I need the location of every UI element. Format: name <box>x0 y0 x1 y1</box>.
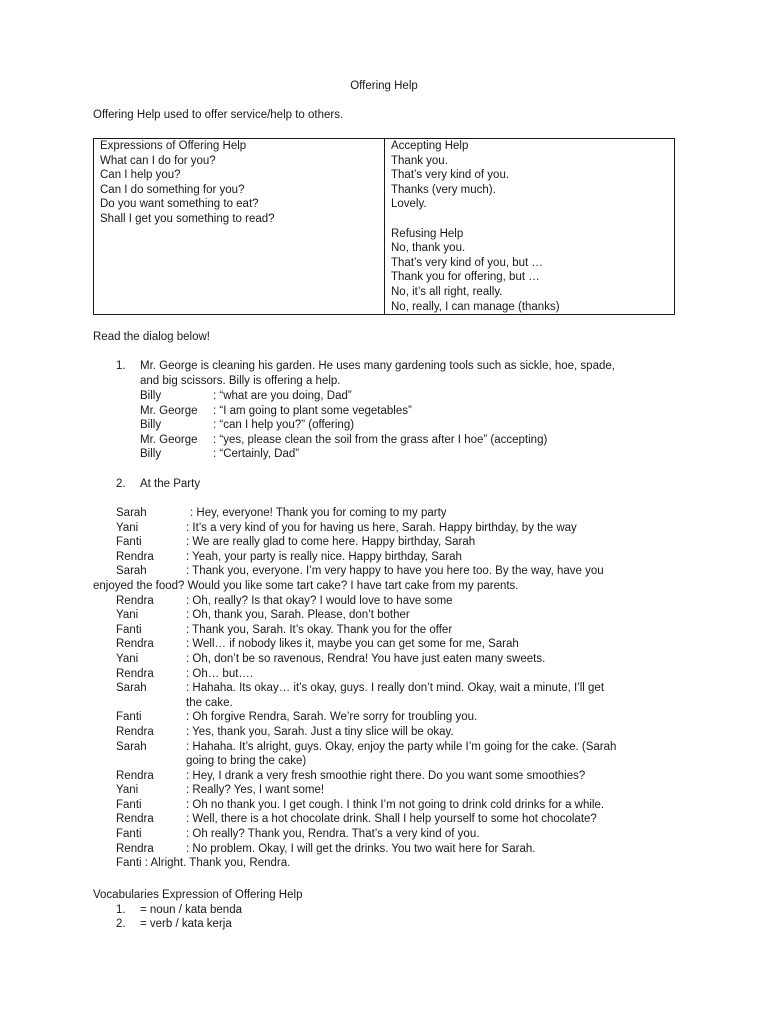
dialog-line <box>116 637 676 652</box>
dialog-line <box>116 842 676 857</box>
dialog-line <box>116 740 676 755</box>
response-column <box>385 139 675 315</box>
dialog-line <box>116 594 676 609</box>
dialog-line <box>116 769 676 784</box>
speaker: Billy <box>140 448 162 461</box>
dialog-line <box>116 696 676 711</box>
dialog-line <box>116 521 676 536</box>
speaker: Sarah <box>116 565 147 578</box>
utterance-continued: enjoyed the food? Would you like some tart cake? I have tart cake from my parents. <box>93 579 519 592</box>
refusing-header: Refusing Help <box>391 227 464 240</box>
speaker: Yani <box>116 521 139 534</box>
offering-column <box>94 139 385 315</box>
dialog-line <box>116 681 676 696</box>
dialog-line <box>116 856 676 871</box>
page-title: Offering Help <box>350 80 418 92</box>
utterance: : We are really glad to come here. Happy birthday, Sarah <box>186 536 476 549</box>
utterance-continued: going to bring the cake) <box>186 755 307 768</box>
dialog-line <box>116 535 676 550</box>
utterance: : “yes, please clean the soil from the grass after I hoe” (accepting) <box>213 433 548 446</box>
utterance-continued: the cake. <box>186 696 233 709</box>
utterance: : Oh… but…. <box>186 667 254 680</box>
dialog-line <box>140 433 670 448</box>
utterance: : “Certainly, Dad” <box>213 448 300 461</box>
utterance: : Oh, really? Is that okay? I would love to have some <box>186 594 453 607</box>
dialog-line <box>140 389 670 404</box>
utterance: : Well… if nobody likes it, maybe you can get some for me, Sarah <box>186 638 519 651</box>
speaker: Sarah <box>116 507 147 519</box>
refusing-item: No, really, I can manage (thanks) <box>391 300 560 313</box>
offering-header: Expressions of Offering Help <box>100 140 247 152</box>
speaker: Billy <box>140 419 162 432</box>
dialog-line <box>140 404 670 419</box>
refusing-item: No, thank you. <box>391 242 466 255</box>
refusing-item: No, it’s all right, really. <box>391 285 503 298</box>
refusing-item: That’s very kind of you, but … <box>391 256 543 269</box>
dialog-line <box>116 827 676 842</box>
offering-item: Can I do something for you? <box>100 183 245 196</box>
utterance: : Oh forgive Rendra, Sarah. We’re sorry for troubling you. <box>186 711 478 724</box>
vocab-heading: Vocabularies Expression of Offering Help <box>93 889 303 901</box>
dialog-line <box>116 710 676 725</box>
speaker: Yani <box>116 784 139 797</box>
speaker: Rendra <box>116 550 154 563</box>
speaker: Rendra <box>116 594 154 607</box>
utterance: : Really? Yes, I want some! <box>186 784 325 797</box>
speaker: Rendra <box>116 813 154 826</box>
utterance: : “I am going to plant some vegetables” <box>213 404 412 417</box>
utterance: : Thank you, everyone. I’m very happy to have you here too. By the way, have you <box>186 565 604 578</box>
offering-item: Can I help you? <box>100 169 181 182</box>
dialog-line <box>140 447 670 462</box>
speaker: Rendra <box>116 842 154 855</box>
utterance: : It’s a very kind of you for having us here, Sarah. Happy birthday, by the way <box>186 521 577 534</box>
utterance: : Oh no thank you. I get cough. I think I’m not going to drink cold drinks for a while. <box>186 798 605 811</box>
dialog-line <box>116 812 676 827</box>
utterance: : Hey, I drank a very fresh smoothie right there. Do you want some smoothies? <box>186 769 586 782</box>
dialog1-narration-line1: Mr. George is cleaning his garden. He uses many gardening tools such as sickle, hoe, spade, <box>140 360 615 372</box>
speaker: Rendra <box>116 638 154 651</box>
accepting-header: Accepting Help <box>391 140 469 152</box>
utterance-closing: Fanti : Alright. Thank you, Rendra. <box>116 857 291 870</box>
dialog-line <box>116 564 676 579</box>
offering-item: Do you want something to eat? <box>100 198 259 211</box>
utterance: : Thank you, Sarah. It’s okay. Thank you for the offer <box>186 623 453 636</box>
read-prompt: Read the dialog below! <box>93 331 210 343</box>
utterance: : Hahaha. It’s alright, guys. Okay, enjoy the party while I’m going for the cake. (Sarah <box>186 740 617 753</box>
dialog2-lines <box>93 506 676 871</box>
dialog-line <box>116 754 676 769</box>
utterance: : Hey, everyone! Thank you for coming to my party <box>190 507 447 519</box>
speaker: Fanti <box>116 536 142 549</box>
dialog-line <box>116 506 676 521</box>
dialog1-narration-line2: and big scissors. Billy is offering a help. <box>140 375 341 387</box>
speaker: Rendra <box>116 725 154 738</box>
vocab-item-number: 2. <box>116 918 126 930</box>
dialog1-number: 1. <box>116 360 126 372</box>
utterance: : Oh really? Thank you, Rendra. That’s a very kind of you. <box>186 828 480 841</box>
speaker: Fanti <box>116 623 142 636</box>
dialog-line <box>116 550 676 565</box>
utterance: : Hahaha. Its okay… it’s okay, guys. I really don’t mind. Okay, wait a minute, I’ll get <box>186 682 605 695</box>
vocab-item-number: 1. <box>116 904 126 916</box>
utterance: : Oh, don’t be so ravenous, Rendra! You have just eaten many sweets. <box>186 652 546 665</box>
offering-item: Shall I get you something to read? <box>100 212 275 225</box>
intro-text: Offering Help used to offer service/help to others. <box>93 109 344 121</box>
dialog2-heading: At the Party <box>140 478 201 490</box>
speaker: Billy <box>140 390 162 402</box>
speaker: Mr. George <box>140 404 198 417</box>
vocab-item: = verb / kata kerja <box>140 918 232 930</box>
accepting-item: Lovely. <box>391 198 427 211</box>
dialog-line <box>116 725 676 740</box>
dialog-line <box>116 608 676 623</box>
utterance: : Yes, thank you, Sarah. Just a tiny slice will be okay. <box>186 725 454 738</box>
speaker: Fanti <box>116 711 142 724</box>
dialog-line <box>93 579 676 594</box>
speaker: Rendra <box>116 667 154 680</box>
dialog1-lines <box>140 389 670 462</box>
accepting-item: Thanks (very much). <box>391 183 496 196</box>
vocab-item: = noun / kata benda <box>140 904 242 916</box>
speaker: Fanti <box>116 828 142 841</box>
refusing-item: Thank you for offering, but … <box>391 271 540 284</box>
speaker: Mr. George <box>140 433 198 446</box>
speaker: Fanti <box>116 798 142 811</box>
dialog-line <box>116 783 676 798</box>
dialog-line <box>116 652 676 667</box>
speaker: Yani <box>116 652 139 665</box>
speaker: Yani <box>116 609 139 622</box>
dialog-line <box>116 798 676 813</box>
spacer <box>391 212 668 227</box>
dialog-line <box>140 418 670 433</box>
utterance: : Yeah, your party is really nice. Happy birthday, Sarah <box>186 550 462 563</box>
dialog2-number: 2. <box>116 478 126 490</box>
utterance: : Well, there is a hot chocolate drink. Shall I help yourself to some hot chocolate? <box>186 813 597 826</box>
speaker: Sarah <box>116 740 147 753</box>
dialog-line <box>116 623 676 638</box>
accepting-item: That’s very kind of you. <box>391 169 510 182</box>
utterance: : “can I help you?” (offering) <box>213 419 355 432</box>
dialog-line <box>116 667 676 682</box>
utterance: : No problem. Okay, I will get the drinks. You two wait here for Sarah. <box>186 842 536 855</box>
utterance: : Oh, thank you, Sarah. Please, don’t bother <box>186 609 410 622</box>
expressions-table <box>93 138 675 315</box>
speaker: Sarah <box>116 682 147 695</box>
speaker: Rendra <box>116 769 154 782</box>
utterance: : “what are you doing, Dad” <box>213 390 352 402</box>
offering-item: What can I do for you? <box>100 154 216 167</box>
accepting-item: Thank you. <box>391 154 448 167</box>
